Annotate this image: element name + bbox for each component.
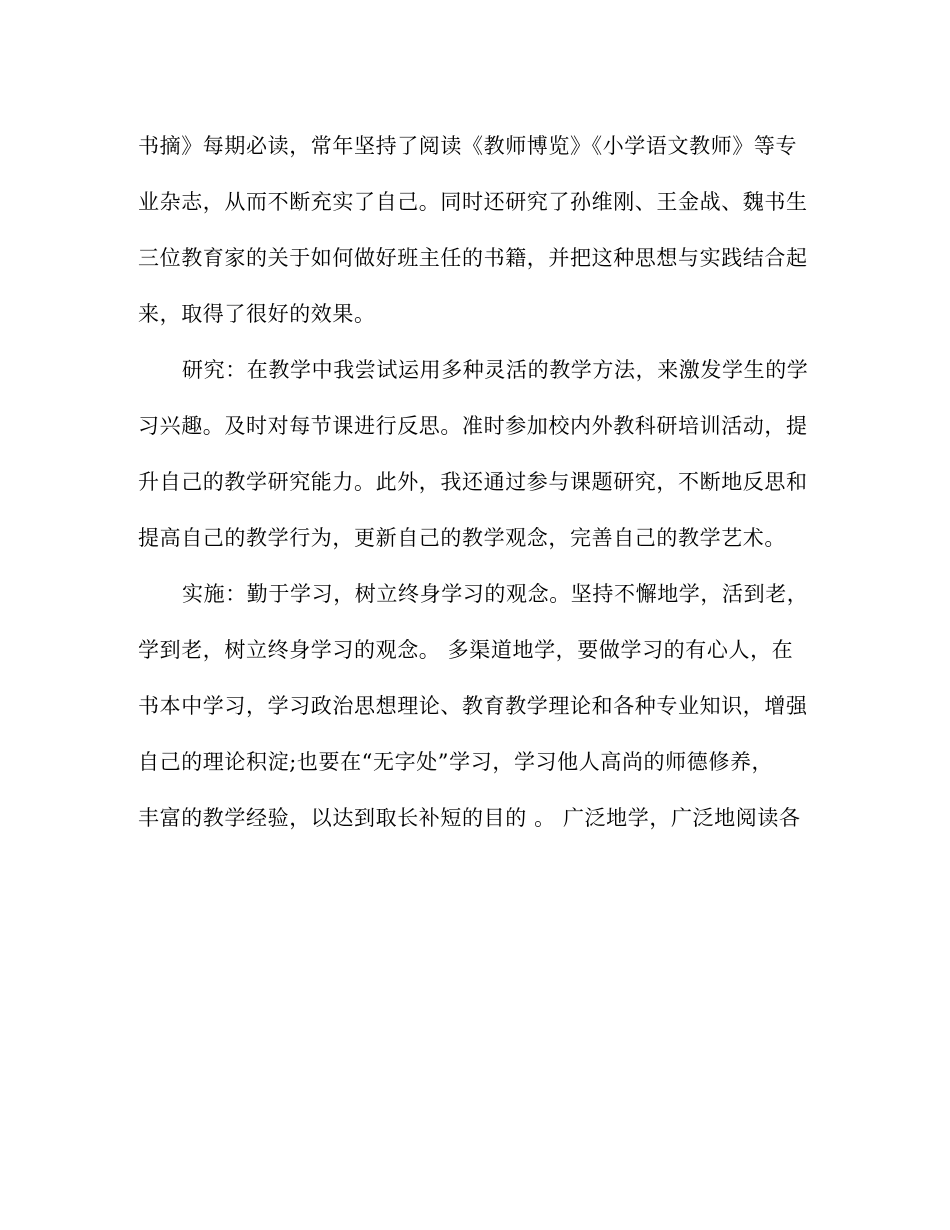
text-line: 书本中学习，学习政治思想理论、教育教学理论和各种专业知识，增强 [138, 694, 808, 718]
text-line: 升自己的教学研究能力。此外，我还通过参与课题研究，不断地反思和 [138, 470, 808, 494]
body-text [138, 118, 818, 846]
text-line: 研究：在教学中我尝试运用多种灵活的教学方法，来激发学生的学 [182, 358, 809, 382]
text-line: 三位教育家的关于如何做好班主任的书籍，并把这种思想与实践结合起 [138, 246, 808, 270]
text-line: 书摘》每期必读，常年坚持了阅读《教师博览》《小学语文教师》等专 [138, 134, 798, 158]
text-line: 习兴趣。及时对每节课进行反思。准时参加校内外教科研培训活动，提 [138, 414, 808, 438]
text-line: 提高自己的教学行为，更新自己的教学观念，完善自己的教学艺术。 [138, 526, 786, 550]
text-line: 实施：勤于学习，树立终身学习的观念。坚持不懈地学，活到老， [182, 582, 809, 606]
text-line: 业杂志，从而不断充实了自己。同时还研究了孙维刚、王金战、魏书生 [138, 190, 808, 214]
text-line: 学到老，树立终身学习的观念。 多渠道地学，要做学习的有心人，在 [138, 638, 794, 662]
text-line: 丰富的教学经验，以达到取长补短的目的 。 广泛地学，广泛地阅读各 [138, 806, 801, 830]
text-line: 自己的理论积淀;也要在“无字处”学习，学习他人高尚的师德修养， [138, 750, 774, 774]
text-line: 来，取得了很好的效果。 [138, 302, 376, 326]
